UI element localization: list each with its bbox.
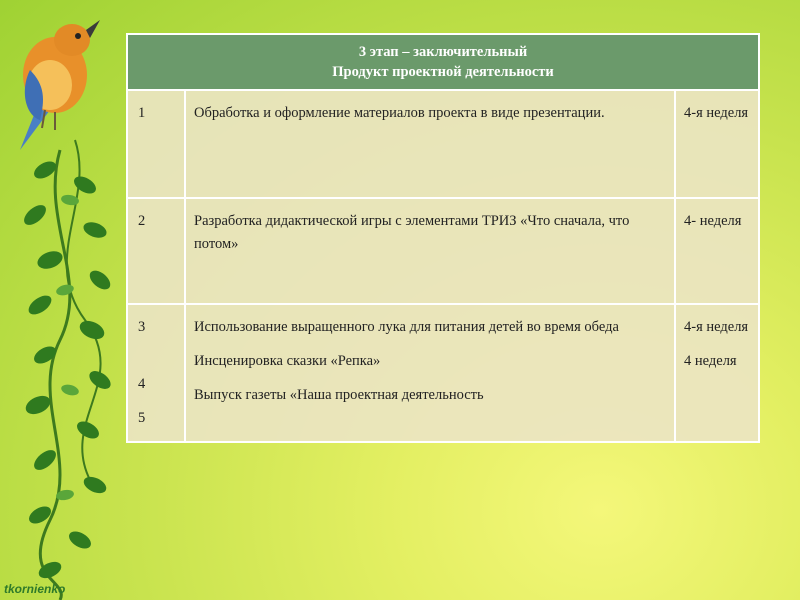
table-row bbox=[127, 198, 759, 304]
row-task: Инсценировка сказки «Репка» bbox=[194, 353, 381, 369]
row-duration: 4- неделя bbox=[675, 198, 759, 304]
row-number-cell bbox=[127, 304, 185, 442]
row-duration: 4-я неделя bbox=[684, 319, 749, 335]
vine-decoration bbox=[0, 0, 140, 600]
row-number: 2 bbox=[127, 198, 185, 304]
table-row bbox=[127, 304, 759, 442]
bird-illustration bbox=[20, 20, 100, 150]
row-task-cell bbox=[185, 304, 675, 442]
row-number: 5 bbox=[138, 410, 146, 426]
stage-subtitle: Продукт проектной деятельности bbox=[332, 64, 554, 80]
row-task: Использование выращенного лука для питания детей во время обеда bbox=[194, 319, 619, 335]
project-stage-table bbox=[126, 33, 760, 443]
row-number: 3 bbox=[138, 319, 146, 335]
row-number: 1 bbox=[127, 90, 185, 198]
row-task: Выпуск газеты «Наша проектная деятельность bbox=[194, 387, 484, 403]
row-duration-cell bbox=[675, 304, 759, 442]
row-number: 4 bbox=[138, 376, 146, 392]
row-duration: 4-я неделя bbox=[675, 90, 759, 198]
row-task: Обработка и оформление материалов проекта в виде презентации. bbox=[185, 90, 675, 198]
stage-title: 3 этап – заключительный bbox=[358, 44, 528, 60]
watermark: tkornienko bbox=[4, 582, 66, 596]
table-header bbox=[127, 34, 759, 90]
row-task: Разработка дидактической игры с элементами ТРИЗ «Что сначала, что потом» bbox=[185, 198, 675, 304]
table-header-row bbox=[127, 34, 759, 90]
table-row bbox=[127, 90, 759, 198]
row-duration: 4 неделя bbox=[684, 353, 737, 369]
